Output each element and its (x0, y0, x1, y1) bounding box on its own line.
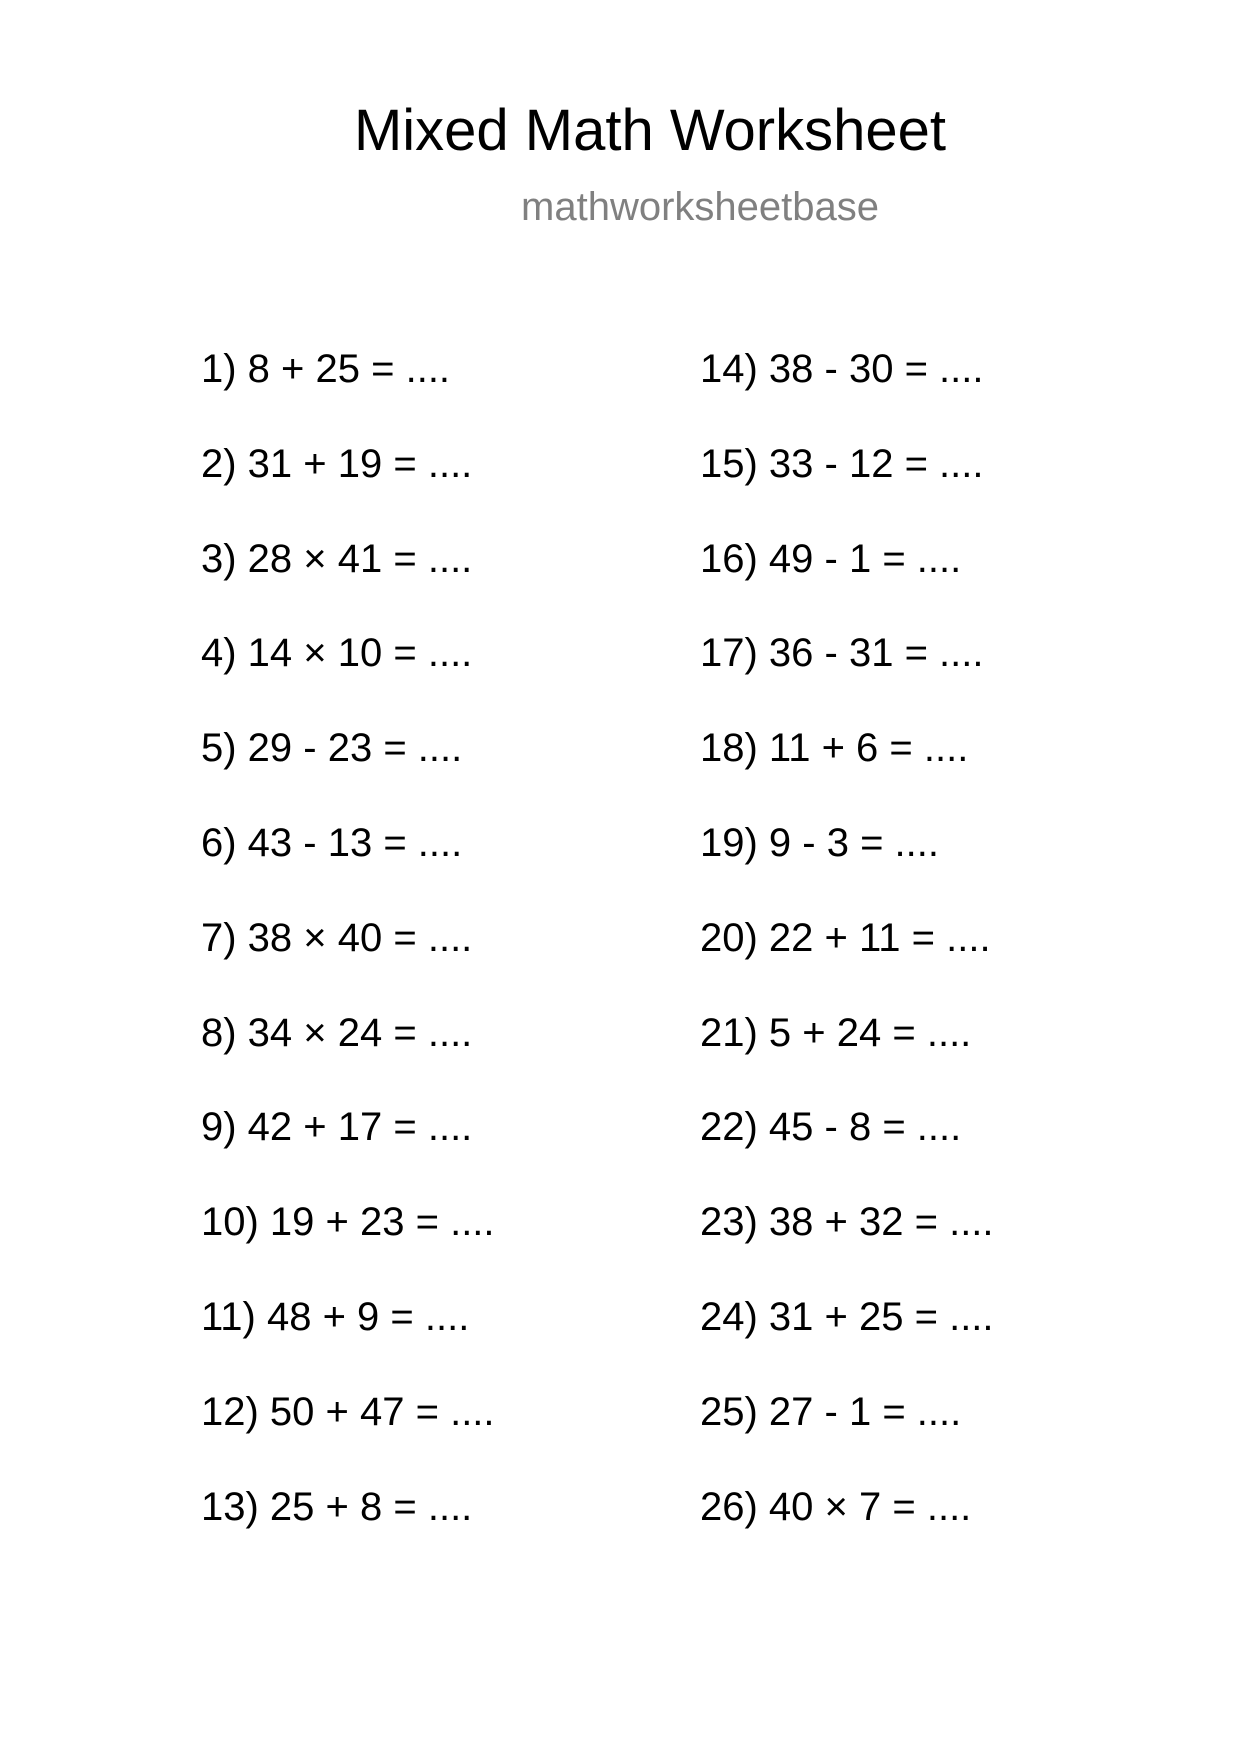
problem-item: 13) 25 + 8 = .... (201, 1484, 473, 1529)
worksheet-title: Mixed Math Worksheet (353, 98, 947, 163)
problem-item: 18) 11 + 6 = .... (700, 726, 969, 771)
problem-item: 22) 45 - 8 = .... (700, 1105, 962, 1150)
problem-item: 8) 34 × 24 = .... (201, 1010, 473, 1055)
problem-item: 14) 38 - 30 = .... (700, 347, 984, 391)
problem-item: 16) 49 - 1 = .... (700, 536, 962, 581)
problem-column-left (201, 345, 495, 1577)
problem-item: 15) 33 - 12 = .... (700, 441, 984, 486)
problem-item: 20) 22 + 11 = .... (700, 915, 991, 960)
problem-item: 17) 36 - 31 = .... (700, 631, 984, 676)
problem-item: 11) 48 + 9 = .... (201, 1294, 470, 1339)
problem-item: 7) 38 × 40 = .... (201, 915, 473, 960)
problem-item: 23) 38 + 32 = .... (700, 1200, 994, 1245)
problem-item: 2) 31 + 19 = .... (201, 441, 473, 486)
problem-item: 26) 40 × 7 = .... (700, 1484, 972, 1529)
problem-item: 3) 28 × 41 = .... (201, 536, 473, 581)
problem-item: 4) 14 × 10 = .... (201, 631, 473, 676)
problem-item: 12) 50 + 47 = .... (201, 1389, 495, 1434)
problem-item: 10) 19 + 23 = .... (201, 1200, 495, 1245)
problem-item: 24) 31 + 25 = .... (700, 1294, 994, 1339)
problem-item: 9) 42 + 17 = .... (201, 1105, 473, 1150)
problem-item: 25) 27 - 1 = .... (700, 1389, 962, 1434)
problem-item: 6) 43 - 13 = .... (201, 820, 463, 865)
worksheet-subtitle: mathworksheetbase (521, 185, 879, 229)
problem-item: 5) 29 - 23 = .... (201, 726, 463, 771)
problem-item: 19) 9 - 3 = .... (700, 820, 940, 865)
problem-item: 1) 8 + 25 = .... (201, 347, 451, 391)
problem-item: 21) 5 + 24 = .... (700, 1010, 972, 1055)
problem-column-right (700, 345, 994, 1577)
